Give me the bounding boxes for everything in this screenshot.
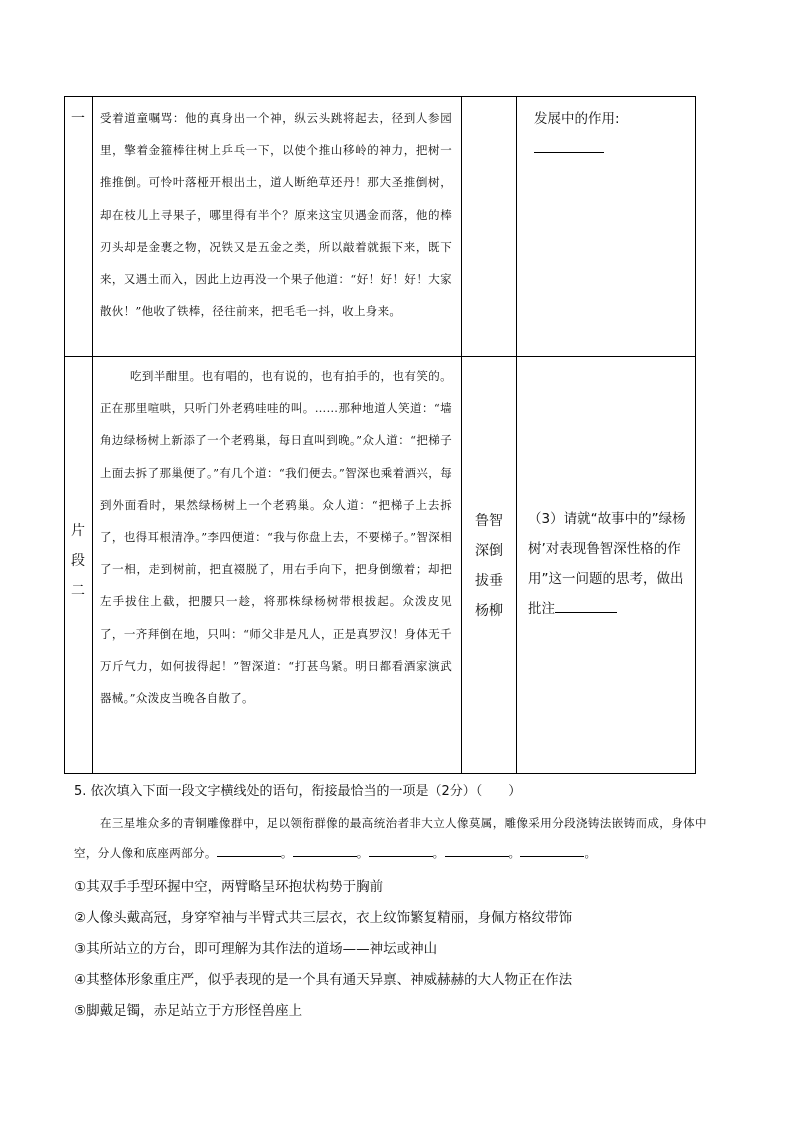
fill-blank[interactable] <box>445 842 509 857</box>
option-item: ②人像头戴高冠，身穿窄袖与半臂式共三层衣，衣上纹饰繁复精丽，身佩方格纹带饰 <box>74 910 573 926</box>
option-item: ③其所站立的方台，即可理解为其作法的道场——神坛或神山 <box>74 941 438 957</box>
option-item: ⑤脚戴足镯，赤足站立于方形怪兽座上 <box>74 1003 303 1019</box>
question5-paragraph-text: 在三星堆众多的青铜雕像群中，足以领衔群像的最高统治者非大立人像莫属，雕像采用分段浇铸法嵌铸而成，身体中空，分人像和底座两部分。 <box>74 816 707 860</box>
row1-prompt: 发展中的作用: <box>534 111 620 127</box>
row2-title-line: 鲁智 <box>475 513 503 529</box>
row2-title-line: 杨柳 <box>475 603 503 619</box>
row1-passage: 受着道童嘱骂：他的真身出一个神，纵云头跳将起去，径到人参园里，擎着金箍棒往树上乒乓一下，以使个推山移岭的神力，把树一推推倒。可怜叶落桠开根出土，道人断绝草还丹！那大圣推倒树，却在枝儿上寻果子，哪里得有半个？原来这宝贝遇金而落，他的棒刃头却是金裹之物，况铁又是五金之类，所以敲着就振下来，既下来，又遇土而入，因此上边再没一个果子他道：“好！好！好！大家散伙！”他收了铁棒，径往前来，把毛毛一抖，收上身来。 <box>100 111 452 319</box>
row2-passage: 吃到半酣里。也有唱的，也有说的，也有拍手的，也有笑的。正在那里喧哄，只听门外老鸦哇哇的叫。……那种地道人笑道：“墙角边绿杨树上新添了一个老鸦巢，每日直叫到晚。”众人道：“把梯子上面去拆了那巢便了。”有几个道：“我们便去。”智深也乘着酒兴，每到外面看时，果然绿杨树上一个老鸦巢。众人道：“把梯子上去拆了，也得耳根清净。”李四便道：“我与你盘上去，不要梯子。”智深相了一相，走到树前，把直裰脱了，用右手向下，把身倒缴着；却把左手拔住上截，把腰只一趁，将那株绿杨树带根拔起。众泼皮见了，一齐拜倒在地，只叫：“师父非是凡人，正是真罗汉！身体无千万斤气力，如何拔得起！”智深道：“打甚鸟紧。明日都看酒家演武器械。”众泼皮当晚各自散了。 <box>100 369 452 706</box>
question5-options <box>74 872 572 1027</box>
option-item: ④其整体形象重庄严，似乎表现的是一个具有通天异禀、神威赫赫的大人物正在作法 <box>74 972 573 988</box>
table-row-2 <box>64 356 696 774</box>
question5-paragraph: 在三星堆众多的青铜雕像群中，足以领衔群像的最高统治者非大立人像莫属，雕像采用分段浇铸法嵌铸而成，身体中空，分人像和底座两部分。 。 。 。 。 。 <box>74 816 707 860</box>
question5-stem: 5. 依次填入下面一段文字横线处的语句，衔接最恰当的一项是（2分）（ ） <box>74 784 522 799</box>
row2-label <box>64 516 92 606</box>
fill-blank[interactable] <box>217 842 281 857</box>
row2-title-line: 深倒 <box>475 543 503 559</box>
fill-blank[interactable] <box>369 842 433 857</box>
row1-label: 一 <box>71 111 85 127</box>
row2-prompt: （3）请就“故事中的”绿杨树’对表现鲁智深性格的作用”这一问题的思考，做出批注 <box>528 511 686 617</box>
row1-prompt-cell <box>524 104 696 164</box>
row2-label-char: 二 <box>71 583 85 599</box>
row2-prompt-cell <box>516 504 696 624</box>
option-item: ①其双手手型环握中空，两臂略呈环抱状构势于胸前 <box>74 879 384 895</box>
fill-blank[interactable] <box>293 842 357 857</box>
table-row-1 <box>64 96 696 356</box>
row2-title-line: 拔垂 <box>475 573 503 589</box>
answer-blank[interactable] <box>555 598 617 613</box>
fill-blank[interactable] <box>520 842 584 857</box>
reading-table <box>64 96 696 774</box>
row2-label-char: 片 <box>71 523 85 539</box>
row2-title <box>462 506 516 626</box>
row2-label-char: 段 <box>71 553 85 569</box>
answer-blank[interactable] <box>534 138 604 153</box>
